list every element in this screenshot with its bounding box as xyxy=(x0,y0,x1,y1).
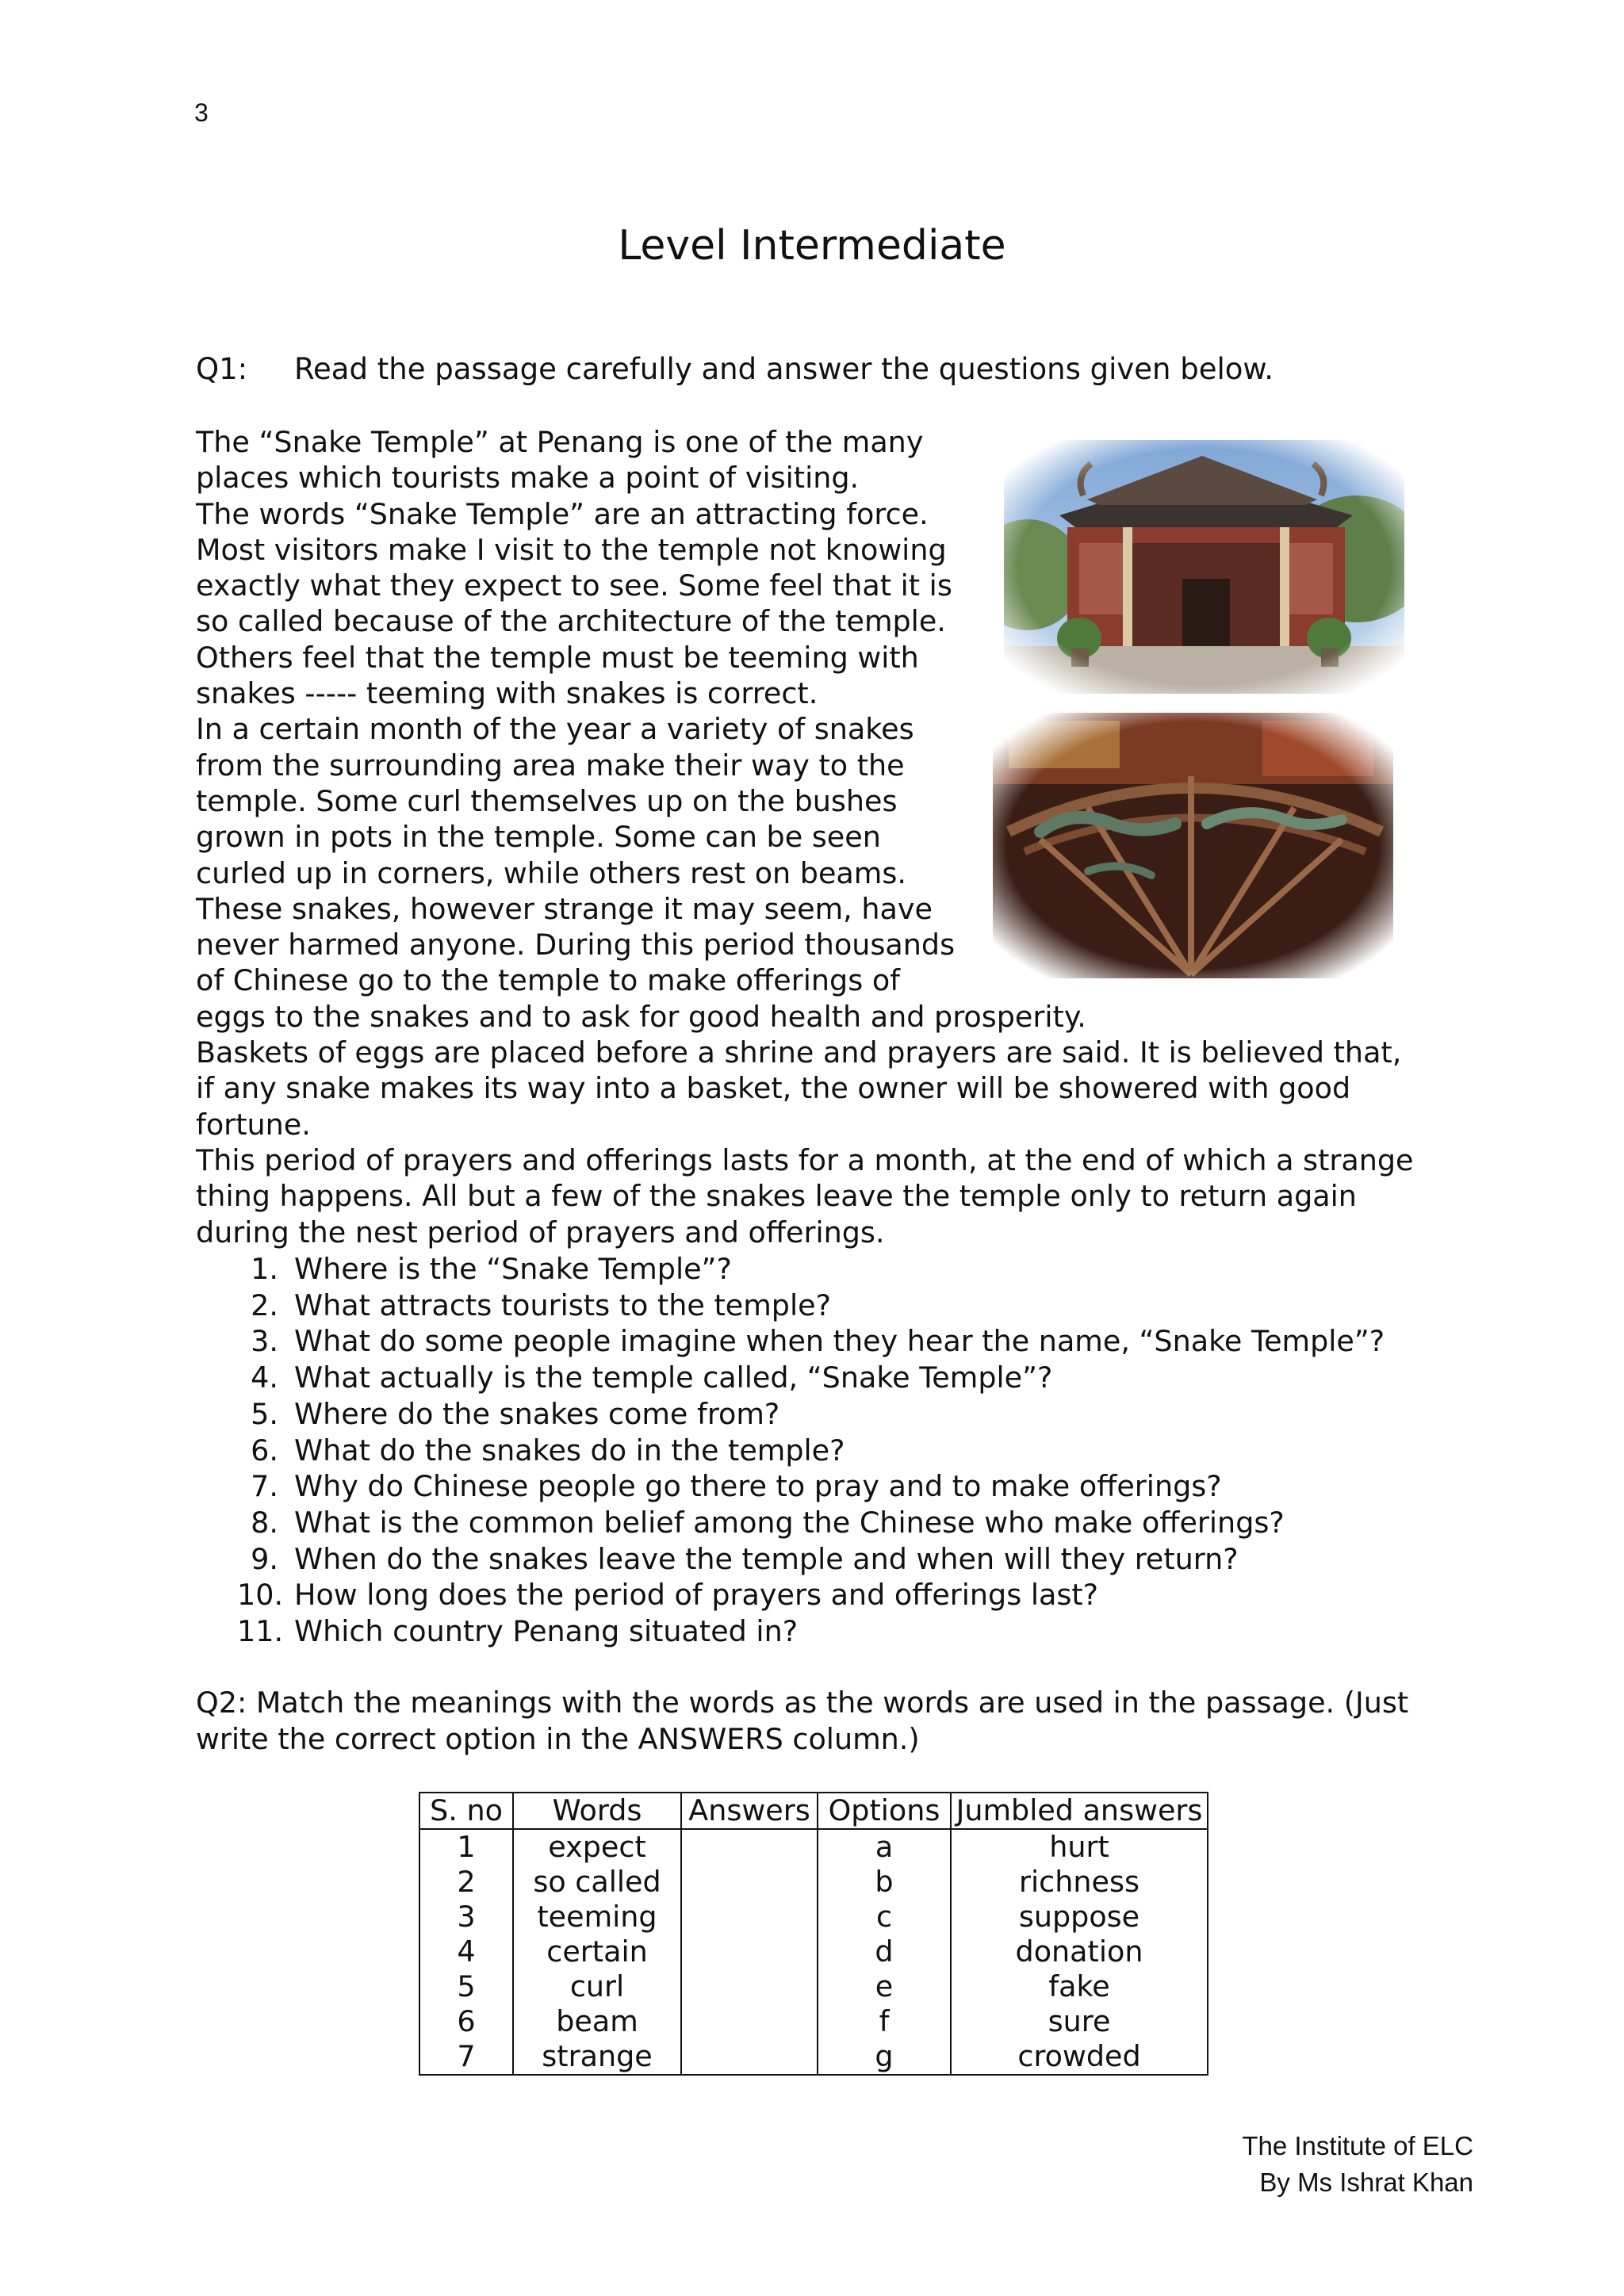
table-row xyxy=(419,1934,1208,1969)
cell-answer[interactable] xyxy=(681,1934,818,1969)
table-row xyxy=(419,2004,1208,2039)
page-number: 3 xyxy=(194,98,209,127)
cell-s-no: 4 xyxy=(419,1934,513,1969)
q1-instruction: Read the passage carefully and answer the questions given below. xyxy=(294,352,1274,386)
footer-institute: The Institute of ELC xyxy=(1242,2131,1473,2160)
cell-option: c xyxy=(818,1900,951,1934)
passage-paragraph: The words “Snake Temple” are an attracting force. Most visitors make I visit to the temple not knowing exactly what they expect to see. Some feel that it is so called because of the architecture of the temple. Others feel that the temple must be teeming with snakes ----- teeming with snakes is correct. xyxy=(196,496,952,711)
header-s-no: S. no xyxy=(419,1793,513,1829)
cell-word: strange xyxy=(513,2039,681,2075)
cell-s-no: 5 xyxy=(419,1969,513,2004)
table-row xyxy=(419,2039,1208,2075)
table-header-row xyxy=(419,1793,1208,1829)
question-text: Where do the snakes come from? xyxy=(294,1396,780,1431)
q1-heading xyxy=(196,352,1274,386)
question-item xyxy=(196,1360,1385,1396)
cell-word: certain xyxy=(513,1934,681,1969)
question-text: What is the common belief among the Chinese who make offerings? xyxy=(294,1505,1285,1540)
cell-word: beam xyxy=(513,2004,681,2039)
cell-answer[interactable] xyxy=(681,1900,818,1934)
question-number: 7. xyxy=(251,1469,278,1504)
cell-jumbled-answer: donation xyxy=(951,1934,1208,1969)
question-number: 11. xyxy=(237,1614,284,1649)
cell-word: so called xyxy=(513,1865,681,1900)
cell-jumbled-answer: hurt xyxy=(951,1829,1208,1865)
cell-jumbled-answer: richness xyxy=(951,1865,1208,1900)
cell-answer[interactable] xyxy=(681,1829,818,1865)
question-item xyxy=(196,1505,1385,1541)
header-jumbled-answers: Jumbled answers xyxy=(951,1793,1208,1829)
question-text: When do the snakes leave the temple and when will they return? xyxy=(294,1541,1239,1576)
question-text: Where is the “Snake Temple”? xyxy=(294,1252,732,1286)
table-row xyxy=(419,1829,1208,1865)
cell-answer[interactable] xyxy=(681,2039,818,2075)
question-text: What do the snakes do in the temple? xyxy=(294,1433,845,1468)
question-number: 9. xyxy=(251,1541,278,1576)
question-item xyxy=(196,1468,1385,1505)
reading-passage xyxy=(196,424,1417,1250)
table-row xyxy=(419,1900,1208,1934)
q2-instruction: Q2: Match the meanings with the words as the words are used in the passage. (Just write the correct option in the ANSWERS column.) xyxy=(196,1686,1409,1756)
cell-jumbled-answer: suppose xyxy=(951,1900,1208,1934)
cell-answer[interactable] xyxy=(681,2004,818,2039)
question-item xyxy=(196,1541,1385,1578)
cell-option: d xyxy=(818,1934,951,1969)
question-text: What do some people imagine when they hear the name, “Snake Temple”? xyxy=(294,1324,1385,1359)
passage-paragraph xyxy=(196,711,1417,1035)
question-number: 8. xyxy=(251,1505,278,1540)
cell-answer[interactable] xyxy=(681,1969,818,2004)
cell-s-no: 3 xyxy=(419,1900,513,1934)
question-text: How long does the period of prayers and offerings last? xyxy=(294,1578,1099,1613)
snakes-basket-photo xyxy=(993,713,1393,978)
question-number: 10. xyxy=(237,1578,284,1613)
header-words: Words xyxy=(513,1793,681,1829)
cell-option: a xyxy=(818,1829,951,1865)
question-list xyxy=(196,1251,1385,1650)
header-options: Options xyxy=(818,1793,951,1829)
cell-s-no: 1 xyxy=(419,1829,513,1865)
question-item xyxy=(196,1323,1385,1360)
question-number: 4. xyxy=(251,1360,278,1395)
question-item xyxy=(196,1288,1385,1324)
question-text: What attracts tourists to the temple? xyxy=(294,1288,831,1322)
question-number: 2. xyxy=(251,1288,278,1322)
question-text: What actually is the temple called, “Snake Temple”? xyxy=(294,1360,1053,1395)
question-item xyxy=(196,1433,1385,1469)
question-number: 6. xyxy=(251,1433,278,1468)
snake-temple-photo xyxy=(1004,440,1404,694)
question-item xyxy=(196,1613,1385,1650)
cell-option: b xyxy=(818,1865,951,1900)
passage-paragraph-text: In a certain month of the year a variety of snakes from the surrounding area make their way to the temple. Some curl themselves up on the bushes grown in pots in the temple. Some can be seen curled up in corners, while others rest on beams. These snakes, however strange it may seem, have never harmed anyone. During this period thousands of Chinese go to the temple to make offerings of eggs to the snakes and to ask for good health and prosperity. xyxy=(196,712,1086,1034)
question-number: 1. xyxy=(251,1252,278,1286)
question-item xyxy=(196,1396,1385,1433)
question-text: Why do Chinese people go there to pray and to make offerings? xyxy=(294,1469,1222,1504)
cell-option: g xyxy=(818,2039,951,2075)
cell-s-no: 7 xyxy=(419,2039,513,2075)
cell-option: e xyxy=(818,1969,951,2004)
table-row xyxy=(419,1865,1208,1900)
q1-label: Q1: xyxy=(196,352,248,386)
footer-credit xyxy=(1242,2128,1473,2201)
passage-paragraph: Baskets of eggs are placed before a shrine and prayers are said. It is believed that, if any snake makes its way into a basket, the owner will be showered with good fortune. xyxy=(196,1035,1402,1142)
question-item xyxy=(196,1251,1385,1288)
table-row xyxy=(419,1969,1208,2004)
question-item xyxy=(196,1577,1385,1613)
question-number: 5. xyxy=(251,1396,278,1431)
matching-table xyxy=(419,1792,1208,2076)
question-number: 3. xyxy=(251,1324,278,1359)
page-title: Level Intermediate xyxy=(618,222,1006,270)
cell-jumbled-answer: crowded xyxy=(951,2039,1208,2075)
footer-author: By Ms Ishrat Khan xyxy=(1259,2168,1473,2197)
cell-word: expect xyxy=(513,1829,681,1865)
passage-paragraph: The “Snake Temple” at Penang is one of the many places which tourists make a point of visiting. xyxy=(196,425,924,496)
cell-jumbled-answer: fake xyxy=(951,1969,1208,2004)
cell-option: f xyxy=(818,2004,951,2039)
question-text: Which country Penang situated in? xyxy=(294,1614,799,1649)
passage-paragraph: This period of prayers and offerings lasts for a month, at the end of which a strange thing happens. All but a few of the snakes leave the temple only to return again during the nest period of prayers and offerings. xyxy=(196,1142,1414,1249)
cell-s-no: 2 xyxy=(419,1865,513,1900)
cell-answer[interactable] xyxy=(681,1865,818,1900)
cell-s-no: 6 xyxy=(419,2004,513,2039)
cell-word: teeming xyxy=(513,1900,681,1934)
cell-word: curl xyxy=(513,1969,681,2004)
cell-jumbled-answer: sure xyxy=(951,2004,1208,2039)
header-answers: Answers xyxy=(681,1793,818,1829)
